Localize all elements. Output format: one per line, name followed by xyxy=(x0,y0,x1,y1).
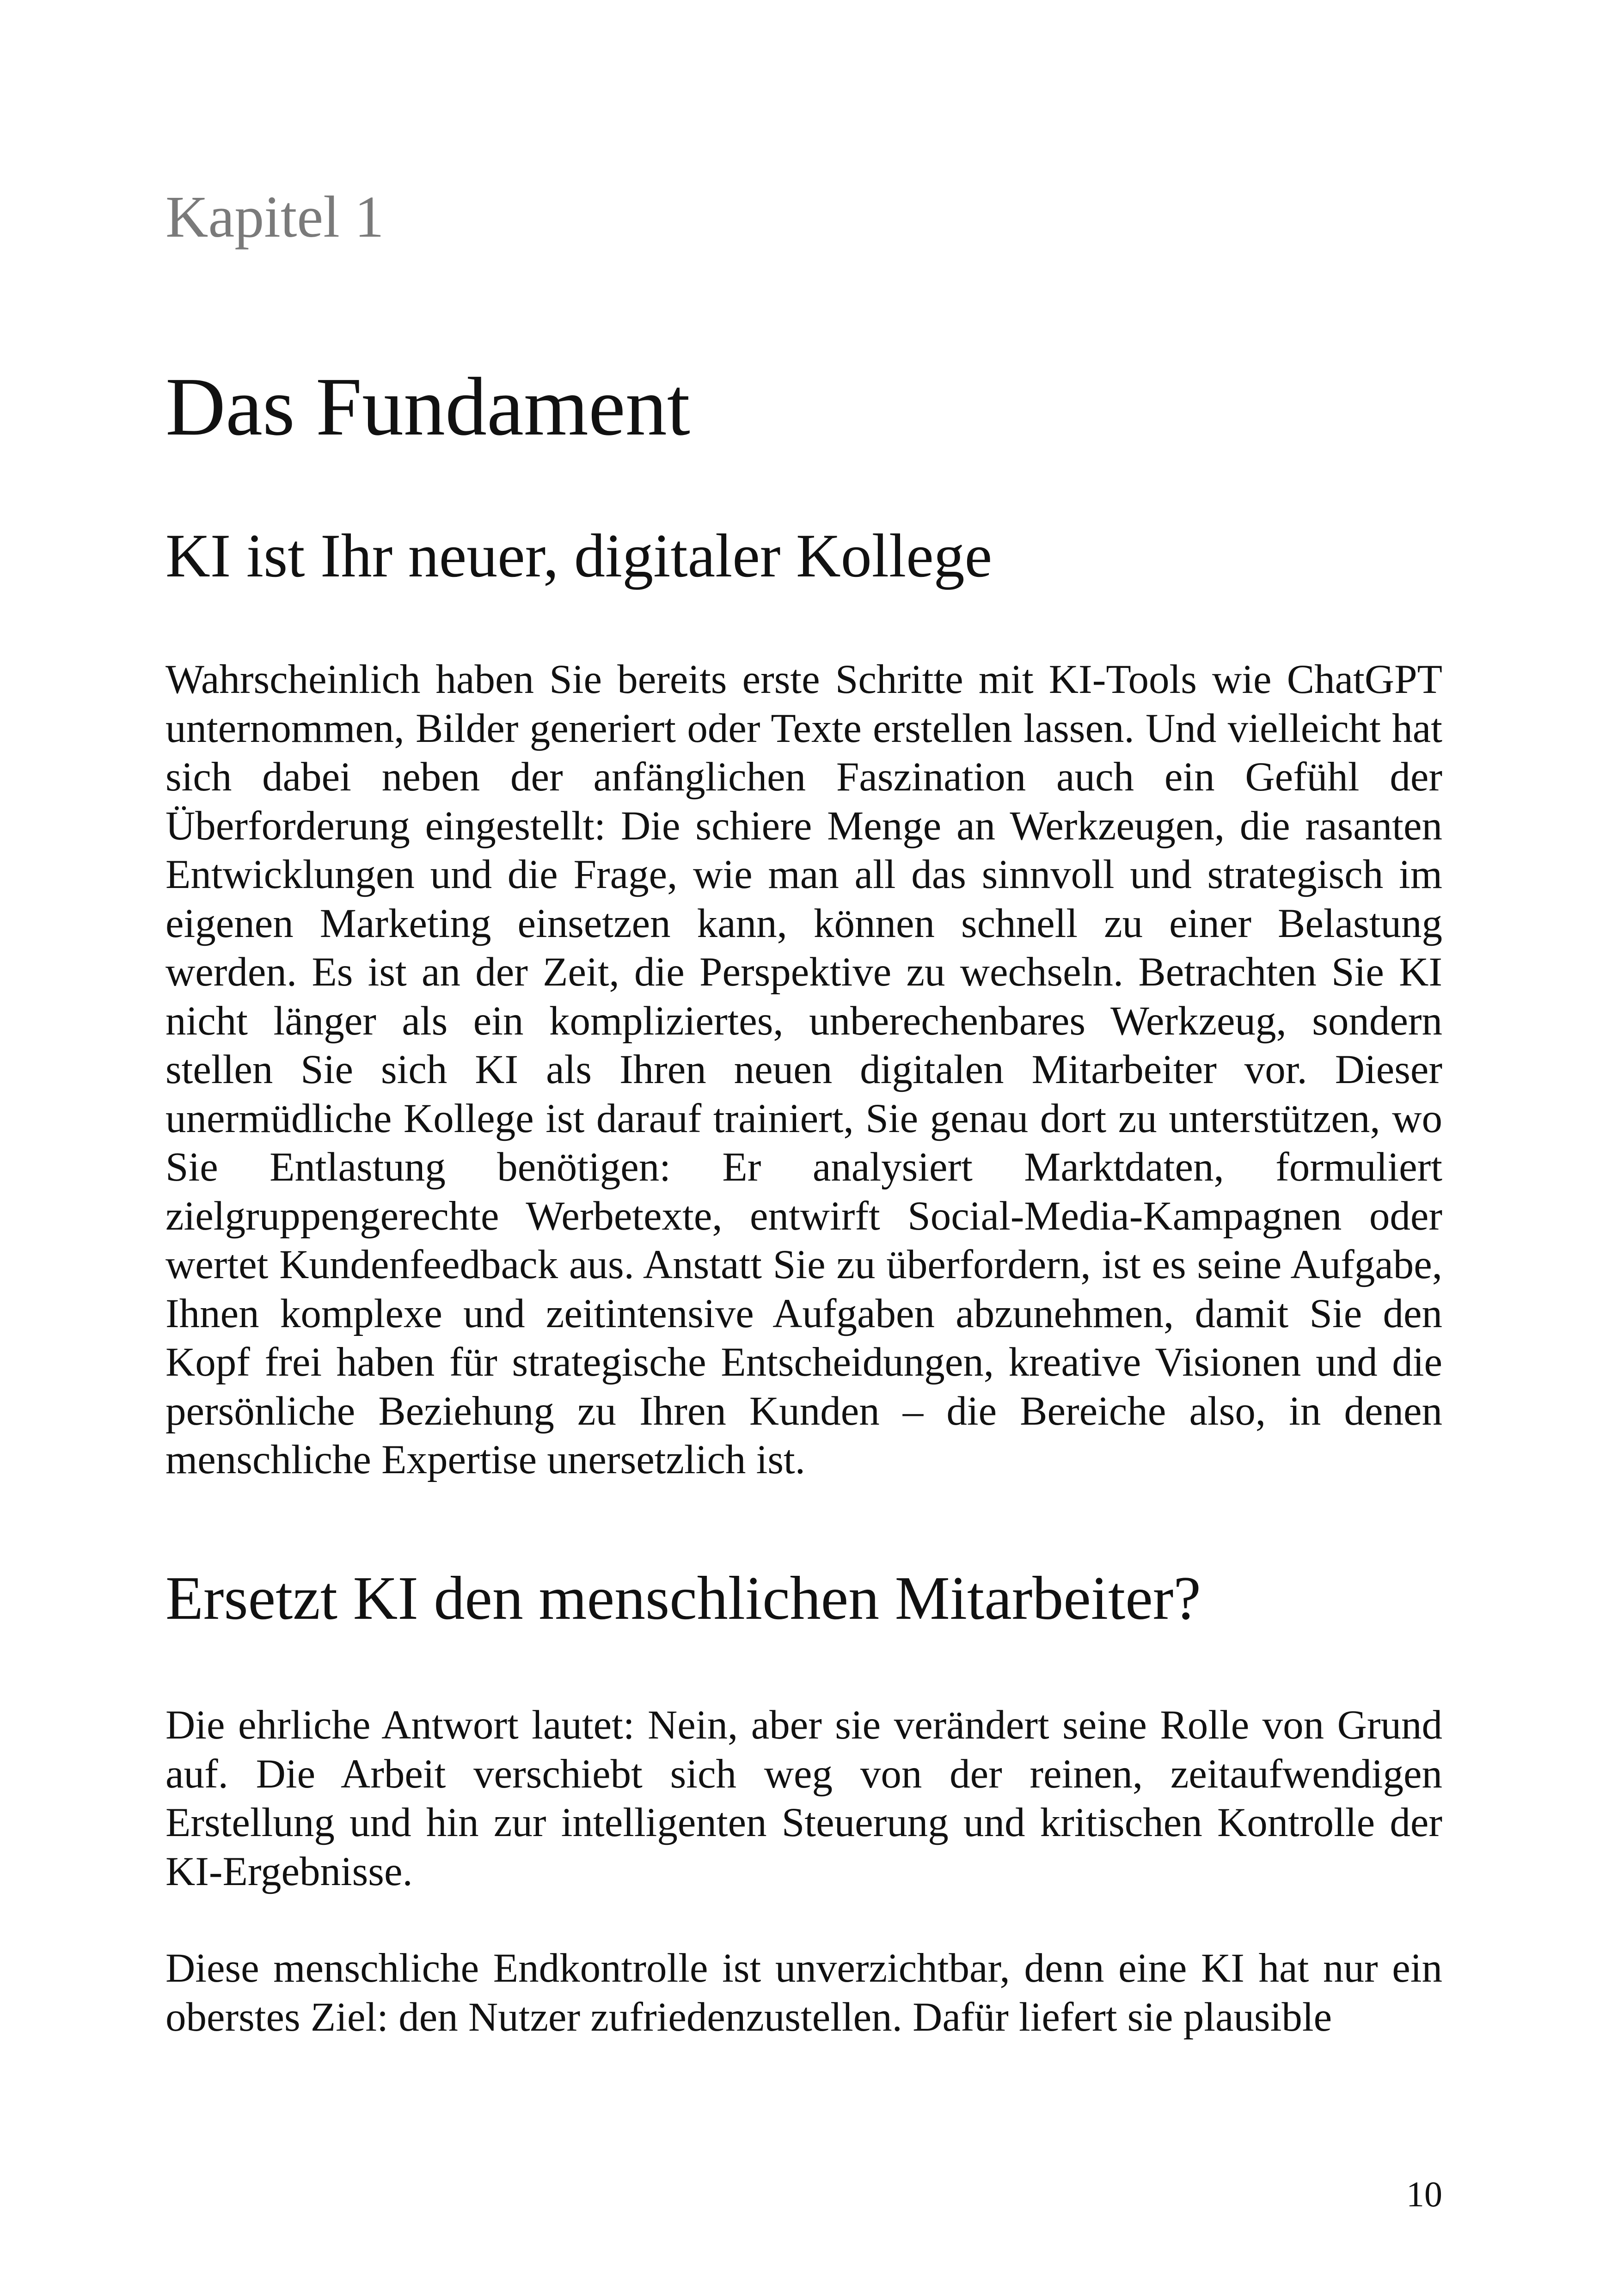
paragraph-ki-kollege: Wahrscheinlich haben Sie bereits erste Schritte mit KI-Tools wie ChatGPT unternommen, Bilder generiert oder Texte erstellen lassen. Und vielleicht hat sich dabei neben der anfänglichen Faszination auch ein Gefühl der Überforderung eingestellt: Die schiere Menge an Werkzeugen, die rasanten Entwicklungen und die Frage, wie man all das sinnvoll und strategisch im eigenen Marketing einsetzen kann, können schnell zu einer Belastung werden. Es ist an der Zeit, die Perspektive zu wechseln. Betrachten Sie KI nicht länger als ein kompliziertes, unberechenbares Werkzeug, sondern stellen Sie sich KI als Ihren neuen digitalen Mitarbeiter vor. Dieser unermüdliche Kollege ist darauf trainiert, Sie genau dort zu unterstützen, wo Sie Entlastung benötigen: Er analysiert Marktdaten, formuliert zielgruppengerechte Werbetexte, entwirft Social-Media-Kampagnen oder wertet Kundenfeedback aus. Anstatt Sie zu überfordern, ist es seine Aufgabe, Ihnen komplexe und zeitintensive Aufgaben abzunehmen, damit Sie den Kopf frei haben für strategische Entscheidungen, kreative Visionen und die persönliche Beziehung zu Ihren Kunden – die Bereiche also, in denen menschliche Expertise unersetzlich ist. xyxy=(165,657,1442,1482)
page-number: 10 xyxy=(1406,2174,1442,2214)
chapter-title: Das Fundament xyxy=(165,361,690,453)
book-page xyxy=(165,0,1442,2296)
paragraph-ehrliche-antwort: Die ehrliche Antwort lautet: Nein, aber sie verändert seine Rolle von Grund auf. Die Arbeit verschiebt sich weg von der reinen, zeitaufwendigen Erstellung und hin zur intelligenten Steuerung und kritischen Kontrolle der KI-Ergebnisse. xyxy=(165,1702,1442,1894)
chapter-label: Kapitel 1 xyxy=(165,184,384,250)
section-heading-ersetzt-ki: Ersetzt KI den menschlichen Mitarbeiter? xyxy=(165,1564,1201,1632)
section-heading-ki-kollege: KI ist Ihr neuer, digitaler Kollege xyxy=(165,521,993,590)
paragraph-endkontrolle: Diese menschliche Endkontrolle ist unverzichtbar, denn eine KI hat nur ein oberstes Ziel: den Nutzer zufriedenzustellen. Dafür liefert sie plausible xyxy=(165,1946,1442,2040)
